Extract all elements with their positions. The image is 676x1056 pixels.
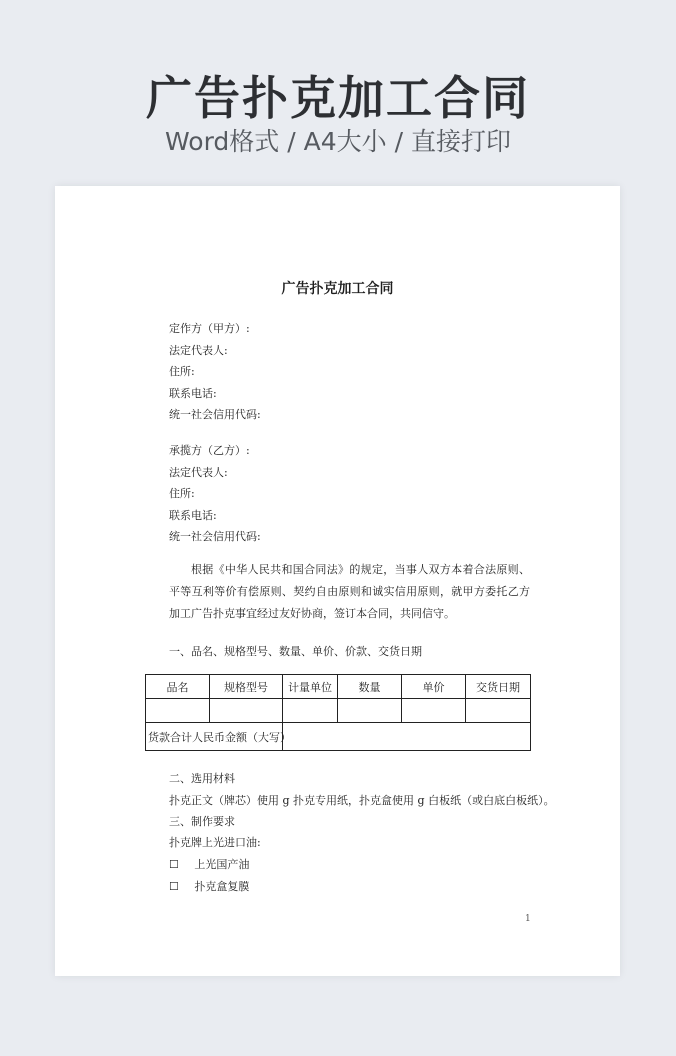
party-b-role: 承揽方（乙方）: <box>169 444 250 457</box>
table-row <box>146 699 531 723</box>
section3-heading: 三、制作要求 <box>169 815 235 828</box>
table-total-row <box>146 723 531 751</box>
section2-text: 扑克正文（牌芯）使用 g 扑克专用纸，扑克盒使用 g 白板纸（或白底白板纸）。 <box>169 794 555 807</box>
document-title: 广告扑克加工合同 <box>281 281 394 297</box>
party-a-address: 住所: <box>169 365 195 378</box>
table-cell[interactable] <box>402 699 466 723</box>
total-amount-cell[interactable] <box>283 723 531 751</box>
header-cell: 交货日期 <box>466 675 531 699</box>
intro-paragraph: 根据《中华人民共和国合同法》的规定，当事人双方本着合法原则、平等互利等价有偿原则、契约自由原则和诚实信用原则，就甲方委托乙方加工广告扑克事宜经过友好协商，签订本合同，共同信守。 <box>169 563 530 620</box>
header-cell: 计量单位 <box>283 675 338 699</box>
specification-table <box>145 674 531 751</box>
section2-heading: 二、选用材料 <box>169 772 235 785</box>
header-cell: 品名 <box>146 675 210 699</box>
party-a-representative: 法定代表人: <box>169 344 228 357</box>
table-header-row <box>146 675 531 699</box>
table-cell[interactable] <box>466 699 531 723</box>
checkbox-icon[interactable]: ☐ <box>169 880 179 893</box>
table-cell[interactable] <box>146 699 210 723</box>
table-cell[interactable] <box>283 699 338 723</box>
party-b-address: 住所: <box>169 487 195 500</box>
table-cell[interactable] <box>210 699 283 723</box>
page-number: 1 <box>525 914 531 924</box>
table-cell[interactable] <box>338 699 402 723</box>
option-item <box>169 856 249 872</box>
total-amount-label: 货款合计人民币金额（大写） <box>146 723 283 751</box>
header-cell: 单价 <box>402 675 466 699</box>
banner-subtitle: Word格式 / A4大小 / 直接打印 <box>165 127 511 156</box>
section1-heading: 一、品名、规格型号、数量、单价、价款、交货日期 <box>169 645 422 658</box>
header-cell: 规格型号 <box>210 675 283 699</box>
party-b-credit-code: 统一社会信用代码: <box>169 530 261 543</box>
checkbox-icon[interactable]: ☐ <box>169 858 179 871</box>
option-label: 上光国产油 <box>194 858 250 871</box>
party-a-credit-code: 统一社会信用代码: <box>169 408 261 421</box>
header-cell: 数量 <box>338 675 402 699</box>
section3-text: 扑克牌上光进口油: <box>169 836 261 849</box>
option-label: 扑克盒复膜 <box>194 880 250 893</box>
document-page <box>55 186 620 976</box>
option-item <box>169 878 249 894</box>
party-b-phone: 联系电话: <box>169 509 217 522</box>
party-a-phone: 联系电话: <box>169 387 217 400</box>
party-b-representative: 法定代表人: <box>169 466 228 479</box>
party-a-role: 定作方（甲方）: <box>169 322 250 335</box>
banner-title: 广告扑克加工合同 <box>146 71 530 125</box>
